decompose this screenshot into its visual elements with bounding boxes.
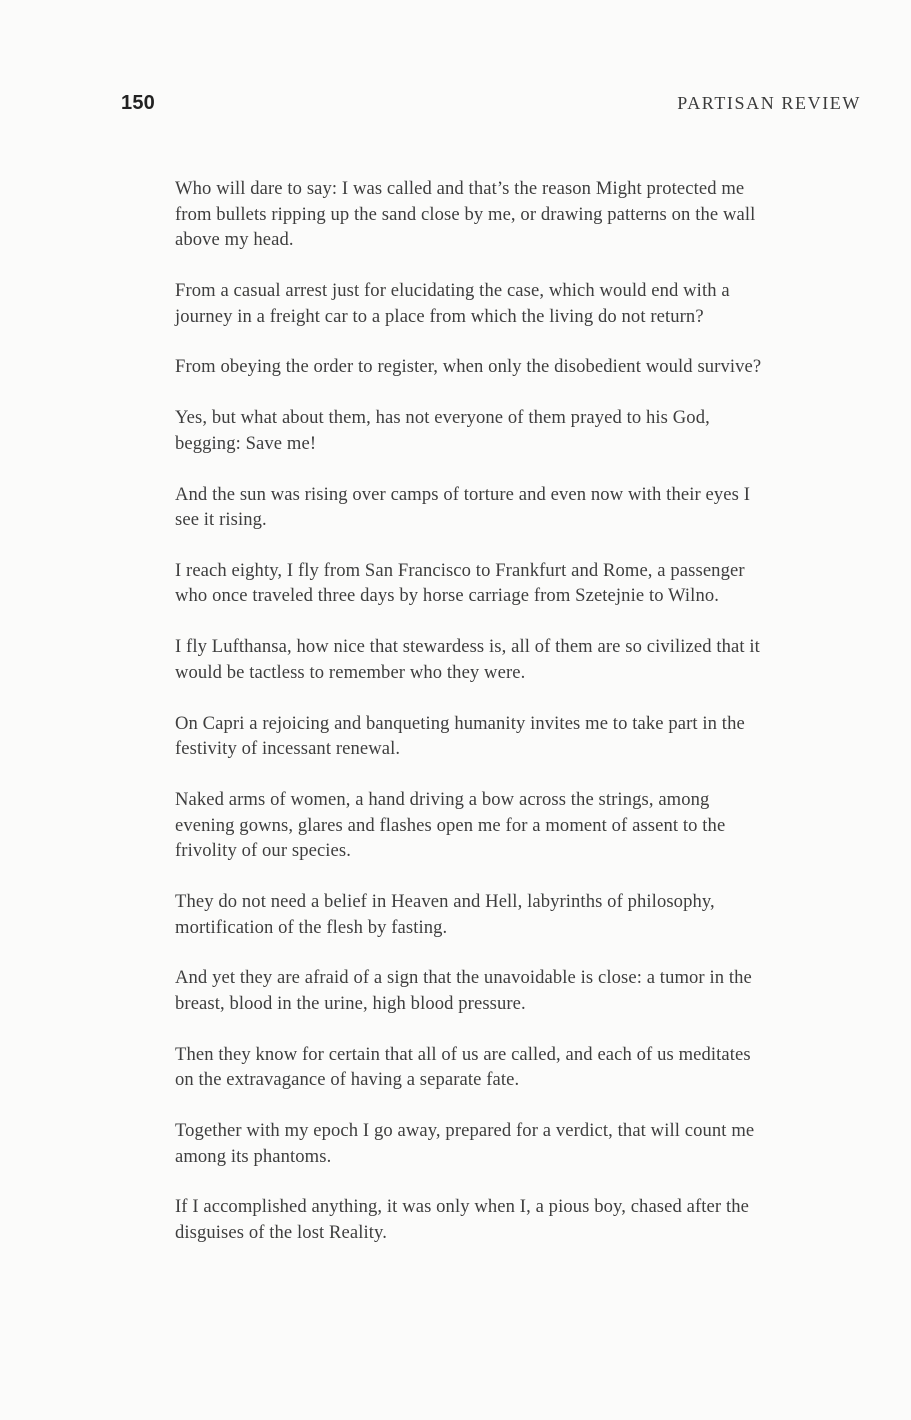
stanza: And the sun was rising over camps of torture and even now with their eyes I see it rising. [175,483,750,531]
page-number: 150 [121,92,155,114]
stanza: On Capri a rejoicing and banqueting humanity invites me to take part in the festivity of incessant renewal. [175,712,745,760]
stanza: Together with my epoch I go away, prepared for a verdict, that will count me among its phantoms. [175,1120,755,1167]
stanza: From a casual arrest just for elucidating the case, which would end with a journey in a freight car to a place from which the living do not return? [175,279,730,327]
poem-body [175,176,773,1246]
stanza: Yes, but what about them, has not everyone of them prayed to his God, begging: Save me! [175,407,710,454]
stanza: And yet they are afraid of a sign that the unavoidable is close: a tumor in the breast, blood in the urine, high blood pressure. [175,967,752,1014]
stanza: They do not need a belief in Heaven and Hell, labyrinths of philosophy, mortification of the flesh by fasting. [175,890,715,938]
stanza: Naked arms of women, a hand driving a bow across the strings, among evening gowns, glares and flashes open me for a moment of assent to the frivolity of our species. [175,789,726,862]
stanza: Who will dare to say: I was called and that’s the reason Might protected me from bullets ripping up the sand close by me, or drawing patterns on the wall above my head. [175,178,756,251]
stanza: From obeying the order to register, when only the disobedient would survive? [175,356,762,378]
stanza: Then they know for certain that all of us are called, and each of us meditates on the extravagance of having a separate fate. [175,1043,751,1091]
page-header [121,92,861,118]
stanza: If I accomplished anything, it was only when I, a pious boy, chased after the disguises of the lost Reality. [175,1196,749,1244]
stanza: I reach eighty, I fly from San Francisco to Frankfurt and Rome, a passenger who once traveled three days by horse carriage from Szetejnie to Wilno. [175,559,745,607]
stanza: I fly Lufthansa, how nice that stewardess is, all of them are so civilized that it would be tactless to remember who they were. [175,636,760,683]
running-head: PARTISAN REVIEW [677,93,861,113]
